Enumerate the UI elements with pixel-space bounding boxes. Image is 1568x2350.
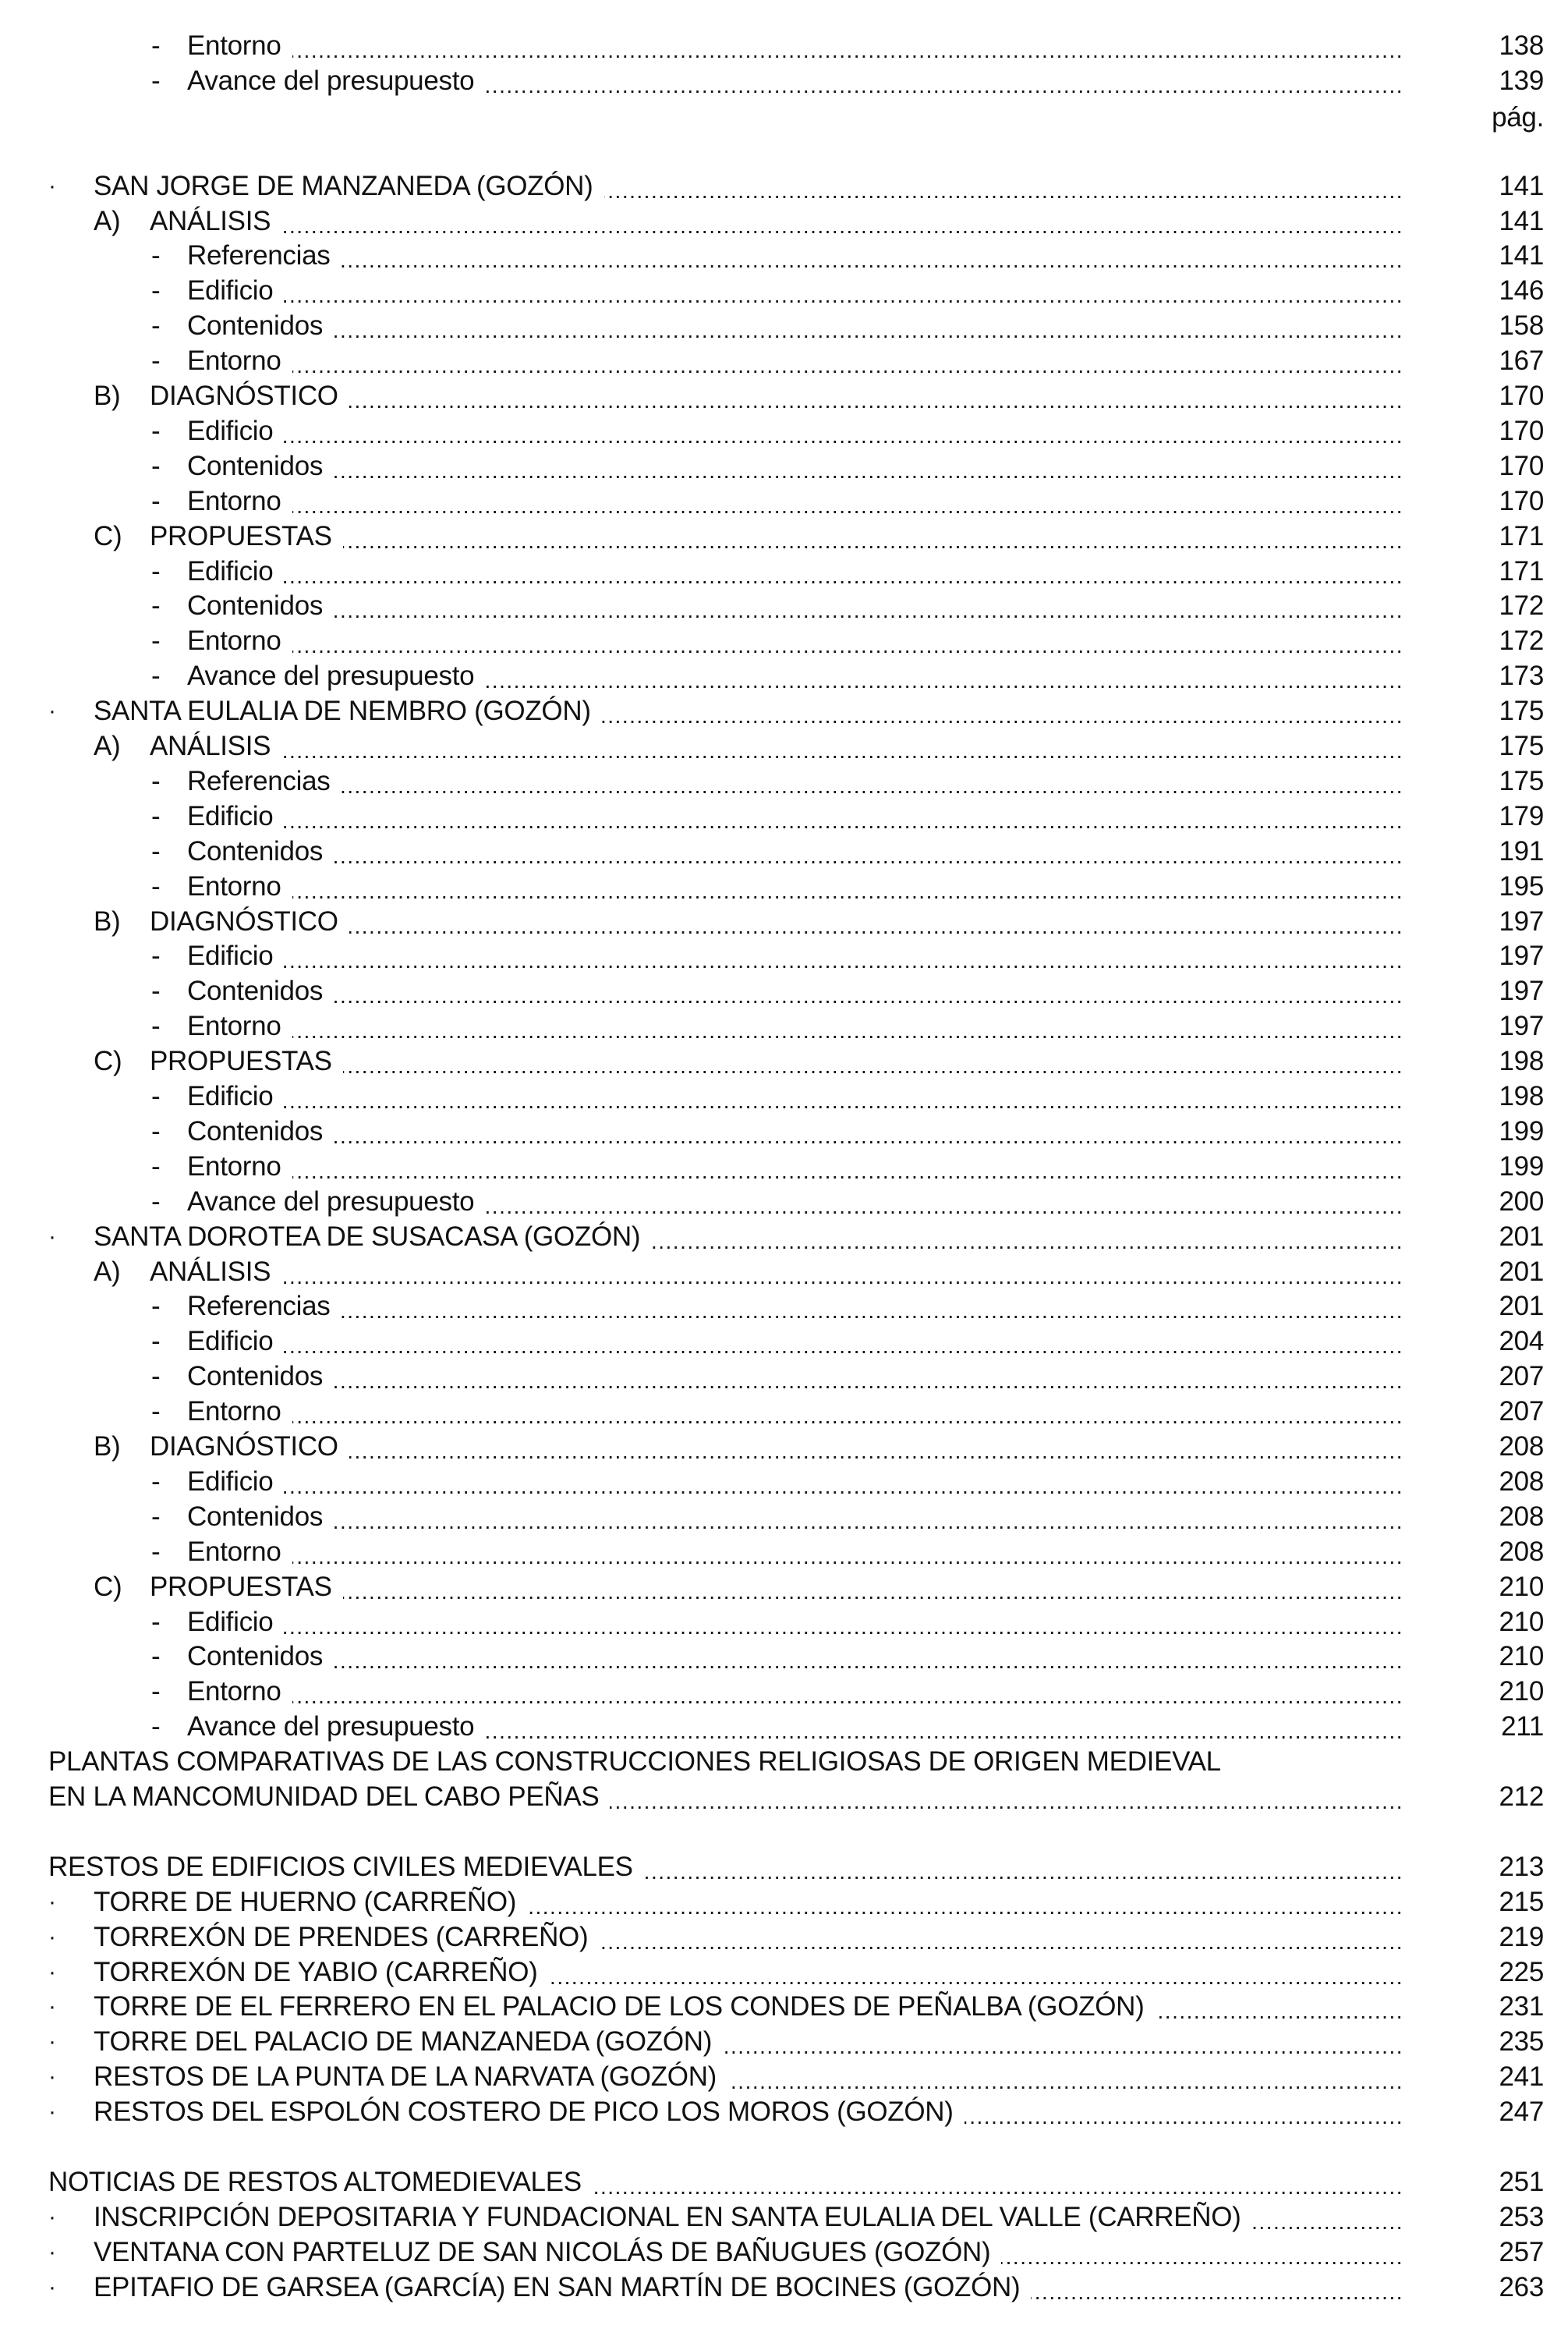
dash-marker: - (151, 1081, 161, 1111)
toc-entry[interactable] (0, 2235, 1568, 2270)
toc-page-number: 175 (1499, 766, 1544, 796)
dot-leader (187, 1674, 1403, 1710)
toc-entry-title: ANÁLISIS (150, 204, 281, 239)
dash-marker: - (151, 1537, 161, 1567)
dash-marker: - (151, 1361, 161, 1391)
toc-entry-title: Contenidos (187, 1114, 334, 1150)
toc-entry[interactable] (0, 1219, 1568, 1255)
toc-entry-title: Referencias (187, 764, 341, 799)
toc-page-number: 158 (1499, 310, 1544, 341)
toc-entry[interactable] (0, 1884, 1568, 1920)
dot-leader (187, 1079, 1403, 1115)
dot-leader (187, 1324, 1403, 1359)
toc-entry[interactable] (0, 168, 1568, 204)
toc-entry[interactable] (0, 1044, 1568, 1079)
toc-entry-title: Contenidos (187, 1639, 334, 1675)
toc-page-number: 167 (1499, 346, 1544, 376)
toc-entry[interactable] (0, 554, 1568, 590)
dot-leader (187, 869, 1403, 905)
toc-page-number: 213 (1499, 1852, 1544, 1882)
dash-marker: - (151, 30, 161, 61)
dash-marker: - (151, 346, 161, 376)
toc-entry[interactable] (0, 1604, 1568, 1640)
toc-entry-title: Edificio (187, 554, 284, 590)
toc-entry[interactable] (0, 2059, 1568, 2095)
dash-marker: - (151, 1711, 161, 1742)
toc-entry-title: SANTA EULALIA DE NEMBRO (GOZÓN) (94, 693, 602, 729)
dash-marker: - (151, 451, 161, 481)
toc-entry-title: PLANTAS COMPARATIVAS DE LAS CONSTRUCCIONES RELIGIOSAS DE ORIGEN MEDIEVAL (48, 1744, 1232, 1780)
bullet-marker: · (48, 1994, 56, 2019)
toc-entry[interactable] (0, 1709, 1568, 1745)
toc-page-number: 208 (1499, 1537, 1544, 1567)
toc-entry[interactable] (0, 693, 1568, 729)
section-marker: B) (94, 1431, 121, 1462)
bullet-marker: · (48, 1924, 56, 1950)
dash-marker: - (151, 941, 161, 971)
toc-entry-title: Edificio (187, 1464, 284, 1500)
toc-page-number: 219 (1499, 1922, 1544, 1952)
toc-entry[interactable] (0, 2024, 1568, 2060)
dash-marker: - (151, 1186, 161, 1217)
toc-page-number: 204 (1499, 1326, 1544, 1356)
toc-entry[interactable] (0, 1919, 1568, 1955)
dot-leader (187, 1534, 1403, 1570)
dot-leader (150, 1254, 1403, 1290)
toc-page-number: 211 (1501, 1711, 1544, 1742)
toc-entry[interactable] (0, 1359, 1568, 1395)
toc-page-number: 215 (1499, 1887, 1544, 1917)
toc-entry-title: SAN JORGE DE MANZANEDA (GOZÓN) (94, 168, 604, 204)
toc-entry-title: Edificio (187, 1079, 284, 1115)
bullet-marker: · (48, 1224, 56, 1249)
dash-marker: - (151, 1466, 161, 1497)
dash-marker: - (151, 766, 161, 796)
dash-marker: - (151, 590, 161, 621)
toc-entry-title: TORREXÓN DE YABIO (CARREÑO) (94, 1955, 549, 1990)
toc-entry-title: Entorno (187, 28, 292, 64)
toc-entry-title: Avance del presupuesto (187, 658, 485, 694)
toc-entry-title: DIAGNÓSTICO (150, 378, 349, 414)
toc-page-number: 199 (1499, 1116, 1544, 1147)
toc-page-number: 225 (1499, 1957, 1544, 1987)
dash-marker: - (151, 416, 161, 446)
toc-entry[interactable] (0, 2270, 1568, 2306)
toc-entry[interactable] (0, 588, 1568, 624)
toc-entry-title: Entorno (187, 623, 292, 659)
toc-page-number: 198 (1499, 1081, 1544, 1111)
dot-leader (187, 973, 1403, 1009)
dot-leader (187, 1288, 1403, 1324)
toc-entry-title: Edificio (187, 273, 284, 309)
dot-leader (187, 588, 1403, 624)
dot-leader (187, 554, 1403, 590)
toc-page-number: 200 (1499, 1186, 1544, 1217)
toc-entry[interactable] (0, 799, 1568, 835)
section-marker: B) (94, 906, 121, 937)
dash-marker: - (151, 1676, 161, 1707)
toc-entry[interactable] (0, 519, 1568, 555)
section-marker: B) (94, 381, 121, 411)
toc-entry[interactable] (0, 764, 1568, 799)
toc-page-number: 212 (1499, 1781, 1544, 1812)
toc-page-number: 170 (1499, 451, 1544, 481)
toc-page-number: 257 (1499, 2237, 1544, 2267)
toc-page-number: 170 (1499, 486, 1544, 516)
toc-entry-title: PROPUESTAS (150, 519, 343, 555)
toc-entry-title: PROPUESTAS (150, 1044, 343, 1079)
toc-entry-title: Contenidos (187, 973, 334, 1009)
toc-entry-title: Entorno (187, 484, 292, 519)
toc-page-number: 247 (1499, 2097, 1544, 2127)
toc-page-number: 210 (1499, 1676, 1544, 1707)
toc-entry[interactable] (0, 378, 1568, 414)
toc-entry-title: RESTOS DE LA PUNTA DE LA NARVATA (GOZÓN) (94, 2059, 727, 2095)
dot-leader (187, 448, 1403, 484)
toc-entry-title: PROPUESTAS (150, 1569, 343, 1605)
section-marker: C) (94, 1572, 122, 1602)
toc-page-number: 179 (1499, 801, 1544, 831)
toc-entry-title: Contenidos (187, 1359, 334, 1395)
toc-page-number: 191 (1499, 836, 1544, 867)
toc-page-number: 201 (1499, 1221, 1544, 1252)
toc-page-number: 208 (1499, 1431, 1544, 1462)
dash-marker: - (151, 1607, 161, 1637)
toc-entry[interactable] (0, 1779, 1568, 1815)
dash-marker: - (151, 486, 161, 516)
toc-page-number: 263 (1499, 2272, 1544, 2302)
toc-page-number: 208 (1499, 1501, 1544, 1532)
toc-page-number: 201 (1499, 1291, 1544, 1321)
toc-page-number: 173 (1499, 661, 1544, 691)
toc-page-number: 241 (1499, 2061, 1544, 2092)
dash-marker: - (151, 1326, 161, 1356)
toc-page-number: 201 (1499, 1257, 1544, 1287)
toc-entry[interactable] (0, 1989, 1568, 2025)
toc-entry[interactable] (0, 2164, 1568, 2200)
toc-entry[interactable] (0, 1184, 1568, 1220)
toc-page-number: 207 (1499, 1396, 1544, 1427)
bullet-marker: · (48, 1959, 56, 1985)
toc-page-number: 175 (1499, 731, 1544, 761)
toc-entry[interactable] (0, 973, 1568, 1009)
dash-marker: - (151, 1641, 161, 1671)
bullet-marker: · (48, 698, 56, 724)
toc-page-number: 172 (1499, 626, 1544, 656)
dot-leader (187, 308, 1403, 344)
toc-page-number: 139 (1499, 66, 1544, 96)
dot-leader (187, 343, 1403, 379)
toc-entry-title: TORRE DEL PALACIO DE MANZANEDA (GOZÓN) (94, 2024, 723, 2060)
toc-entry-title: ANÁLISIS (150, 728, 281, 764)
dash-marker: - (151, 1011, 161, 1041)
toc-entry-title: Contenidos (187, 1499, 334, 1535)
toc-entry[interactable] (0, 1324, 1568, 1359)
toc-entry-title: Edificio (187, 1604, 284, 1640)
toc-entry[interactable] (0, 1955, 1568, 1990)
dash-marker: - (151, 1116, 161, 1147)
dot-leader (187, 273, 1403, 309)
toc-entry-title: Avance del presupuesto (187, 1709, 485, 1745)
toc-entry-title: INSCRIPCIÓN DEPOSITARIA Y FUNDACIONAL EN SANTA EULALIA DEL VALLE (CARREÑO) (94, 2199, 1252, 2235)
toc-entry[interactable] (0, 1114, 1568, 1150)
section-marker: A) (94, 206, 121, 236)
toc-page-number: 146 (1499, 275, 1544, 306)
toc-entry-title: Entorno (187, 1394, 292, 1430)
dash-marker: - (151, 661, 161, 691)
dash-marker: - (151, 976, 161, 1006)
toc-entry-title: VENTANA CON PARTELUZ DE SAN NICOLÁS DE BAÑUGUES (GOZÓN) (94, 2235, 1001, 2270)
toc-page-number: 141 (1499, 206, 1544, 236)
toc-entry-title: TORRE DE HUERNO (CARREÑO) (94, 1884, 527, 1920)
toc-entry[interactable] (0, 343, 1568, 379)
dash-marker: - (151, 801, 161, 831)
toc-page-number: 199 (1499, 1151, 1544, 1182)
dot-leader (187, 1394, 1403, 1430)
dot-leader (187, 764, 1403, 799)
dot-leader (187, 1464, 1403, 1500)
bullet-marker: · (48, 1889, 56, 1915)
toc-entry[interactable] (0, 904, 1568, 940)
bullet-marker: · (48, 2029, 56, 2054)
section-marker: C) (94, 1046, 122, 1076)
toc-entry-title: Entorno (187, 1674, 292, 1710)
toc-page-number: 172 (1499, 590, 1544, 621)
dot-leader (187, 413, 1403, 449)
bullet-marker: · (48, 2099, 56, 2125)
toc-entry-title: Contenidos (187, 448, 334, 484)
toc-entry-title: SANTA DOROTEA DE SUSACASA (GOZÓN) (94, 1219, 651, 1255)
dash-marker: - (151, 275, 161, 306)
dash-marker: - (151, 836, 161, 867)
toc-entry-title: Entorno (187, 1008, 292, 1044)
section-marker: A) (94, 731, 121, 761)
dot-leader (187, 1359, 1403, 1395)
toc-page-number: 198 (1499, 1046, 1544, 1076)
dash-marker: - (151, 626, 161, 656)
toc-page-number: 171 (1499, 521, 1544, 551)
toc-entry[interactable] (0, 1674, 1568, 1710)
toc-page-number: 208 (1499, 1466, 1544, 1497)
toc-entry-title: Contenidos (187, 588, 334, 624)
toc-entry-title: Entorno (187, 1149, 292, 1185)
toc-page-number: 197 (1499, 976, 1544, 1006)
toc-entry[interactable] (0, 2199, 1568, 2235)
toc-entry[interactable] (0, 869, 1568, 905)
toc-entry[interactable] (0, 834, 1568, 870)
toc-entry[interactable] (0, 63, 1568, 99)
toc-entry[interactable] (0, 938, 1568, 974)
section-marker: C) (94, 521, 122, 551)
dot-leader (187, 834, 1403, 870)
dash-marker: - (151, 240, 161, 271)
toc-entry-title: Edificio (187, 413, 284, 449)
toc-entry-title: NOTICIAS DE RESTOS ALTOMEDIEVALES (48, 2164, 593, 2200)
toc-entry-title: Entorno (187, 869, 292, 905)
toc-page-number: 253 (1499, 2202, 1544, 2232)
dot-leader (187, 1604, 1403, 1640)
bullet-marker: · (48, 2239, 56, 2265)
toc-entry-title: Referencias (187, 1288, 341, 1324)
toc-entry[interactable] (0, 484, 1568, 519)
toc-entry-title: Edificio (187, 938, 284, 974)
toc-entry[interactable] (0, 1008, 1568, 1044)
dot-leader (187, 1149, 1403, 1185)
toc-page-number: 175 (1499, 696, 1544, 726)
dot-leader (187, 1639, 1403, 1675)
toc-page-number: 197 (1499, 906, 1544, 937)
dash-marker: - (151, 310, 161, 341)
toc-entry[interactable] (0, 728, 1568, 764)
dash-marker: - (151, 556, 161, 587)
toc-entry[interactable] (0, 204, 1568, 239)
toc-entry[interactable] (0, 1849, 1568, 1885)
toc-entry-title: ANÁLISIS (150, 1254, 281, 1290)
toc-entry-title: TORRE DE EL FERRERO EN EL PALACIO DE LOS CONDES DE PEÑALBA (GOZÓN) (94, 1989, 1155, 2025)
toc-entry[interactable] (0, 1639, 1568, 1675)
toc-entry[interactable] (0, 238, 1568, 274)
toc-entry[interactable] (0, 1499, 1568, 1535)
toc-entry[interactable] (0, 1534, 1568, 1570)
toc-entry[interactable] (0, 1569, 1568, 1605)
toc-entry[interactable] (0, 448, 1568, 484)
toc-page-number: 210 (1499, 1572, 1544, 1602)
dash-marker: - (151, 66, 161, 96)
page-column-header (0, 100, 1568, 136)
dash-marker: - (151, 1396, 161, 1427)
toc-entry[interactable] (0, 2094, 1568, 2130)
toc-entry[interactable] (0, 1149, 1568, 1185)
dot-leader (187, 238, 1403, 274)
dot-leader (187, 799, 1403, 835)
toc-entry[interactable] (0, 1429, 1568, 1465)
toc-page-number: 170 (1499, 416, 1544, 446)
toc-entry-title: Avance del presupuesto (187, 1184, 485, 1220)
toc-entry-title: DIAGNÓSTICO (150, 1429, 349, 1465)
toc-entry[interactable] (0, 1288, 1568, 1324)
section-marker: A) (94, 1257, 121, 1287)
toc-entry-title: DIAGNÓSTICO (150, 904, 349, 940)
toc-entry[interactable] (0, 1394, 1568, 1430)
toc-entry[interactable] (0, 658, 1568, 694)
toc-entry[interactable] (0, 273, 1568, 309)
dot-leader (187, 1114, 1403, 1150)
toc-entry-title: Referencias (187, 238, 341, 274)
toc-entry-title: Contenidos (187, 308, 334, 344)
toc-entry[interactable] (0, 28, 1568, 64)
toc-entry-title: Contenidos (187, 834, 334, 870)
toc-entry-title: TORREXÓN DE PRENDES (CARREÑO) (94, 1919, 599, 1955)
dash-marker: - (151, 1501, 161, 1532)
toc-entry[interactable] (0, 1079, 1568, 1115)
toc-entry[interactable] (0, 308, 1568, 344)
toc-entry-title: RESTOS DE EDIFICIOS CIVILES MEDIEVALES (48, 1849, 644, 1885)
toc-entry-title: RESTOS DEL ESPOLÓN COSTERO DE PICO LOS MOROS (GOZÓN) (94, 2094, 965, 2130)
toc-entry[interactable] (0, 1744, 1568, 1780)
toc-entry-title: Entorno (187, 1534, 292, 1570)
toc-page-number: 171 (1499, 556, 1544, 587)
toc-page-number: 207 (1499, 1361, 1544, 1391)
toc-entry[interactable] (0, 623, 1568, 659)
dash-marker: - (151, 871, 161, 902)
toc-entry-title: Entorno (187, 343, 292, 379)
bullet-marker: · (48, 2274, 56, 2300)
toc-entry-title: Edificio (187, 1324, 284, 1359)
toc-page-number: 197 (1499, 941, 1544, 971)
dot-leader (187, 28, 1403, 64)
dot-leader (187, 1499, 1403, 1535)
dot-leader (150, 728, 1403, 764)
dot-leader (187, 1008, 1403, 1044)
toc-entry-title: Avance del presupuesto (187, 63, 485, 99)
toc-page-number: 210 (1499, 1641, 1544, 1671)
dot-leader (150, 204, 1403, 239)
toc-page-number: 235 (1499, 2026, 1544, 2057)
bullet-marker: · (48, 2204, 56, 2230)
dash-marker: - (151, 1151, 161, 1182)
toc-entry[interactable] (0, 1254, 1568, 1290)
toc-page-number: 195 (1499, 871, 1544, 902)
toc-page-number: 210 (1499, 1607, 1544, 1637)
dot-leader (187, 484, 1403, 519)
toc-entry-title: EN LA MANCOMUNIDAD DEL CABO PEÑAS (48, 1779, 610, 1815)
toc-page-number: 170 (1499, 381, 1544, 411)
dash-marker: - (151, 1291, 161, 1321)
page-header-label: pág. (1492, 102, 1544, 133)
toc-page-number: 141 (1499, 240, 1544, 271)
toc-entry-title: Edificio (187, 799, 284, 835)
toc-page-number: 231 (1499, 1991, 1544, 2022)
bullet-marker: · (48, 173, 56, 199)
toc-entry[interactable] (0, 1464, 1568, 1500)
dot-leader (187, 938, 1403, 974)
dot-leader (187, 623, 1403, 659)
toc-entry-title: EPITAFIO DE GARSEA (GARCÍA) EN SAN MARTÍN DE BOCINES (GOZÓN) (94, 2270, 1031, 2306)
toc-entry[interactable] (0, 413, 1568, 449)
toc-page-number: 197 (1499, 1011, 1544, 1041)
toc-page-number: 141 (1499, 171, 1544, 201)
toc-page-number: 251 (1499, 2167, 1544, 2197)
bullet-marker: · (48, 2064, 56, 2089)
toc-page-number: 138 (1499, 30, 1544, 61)
